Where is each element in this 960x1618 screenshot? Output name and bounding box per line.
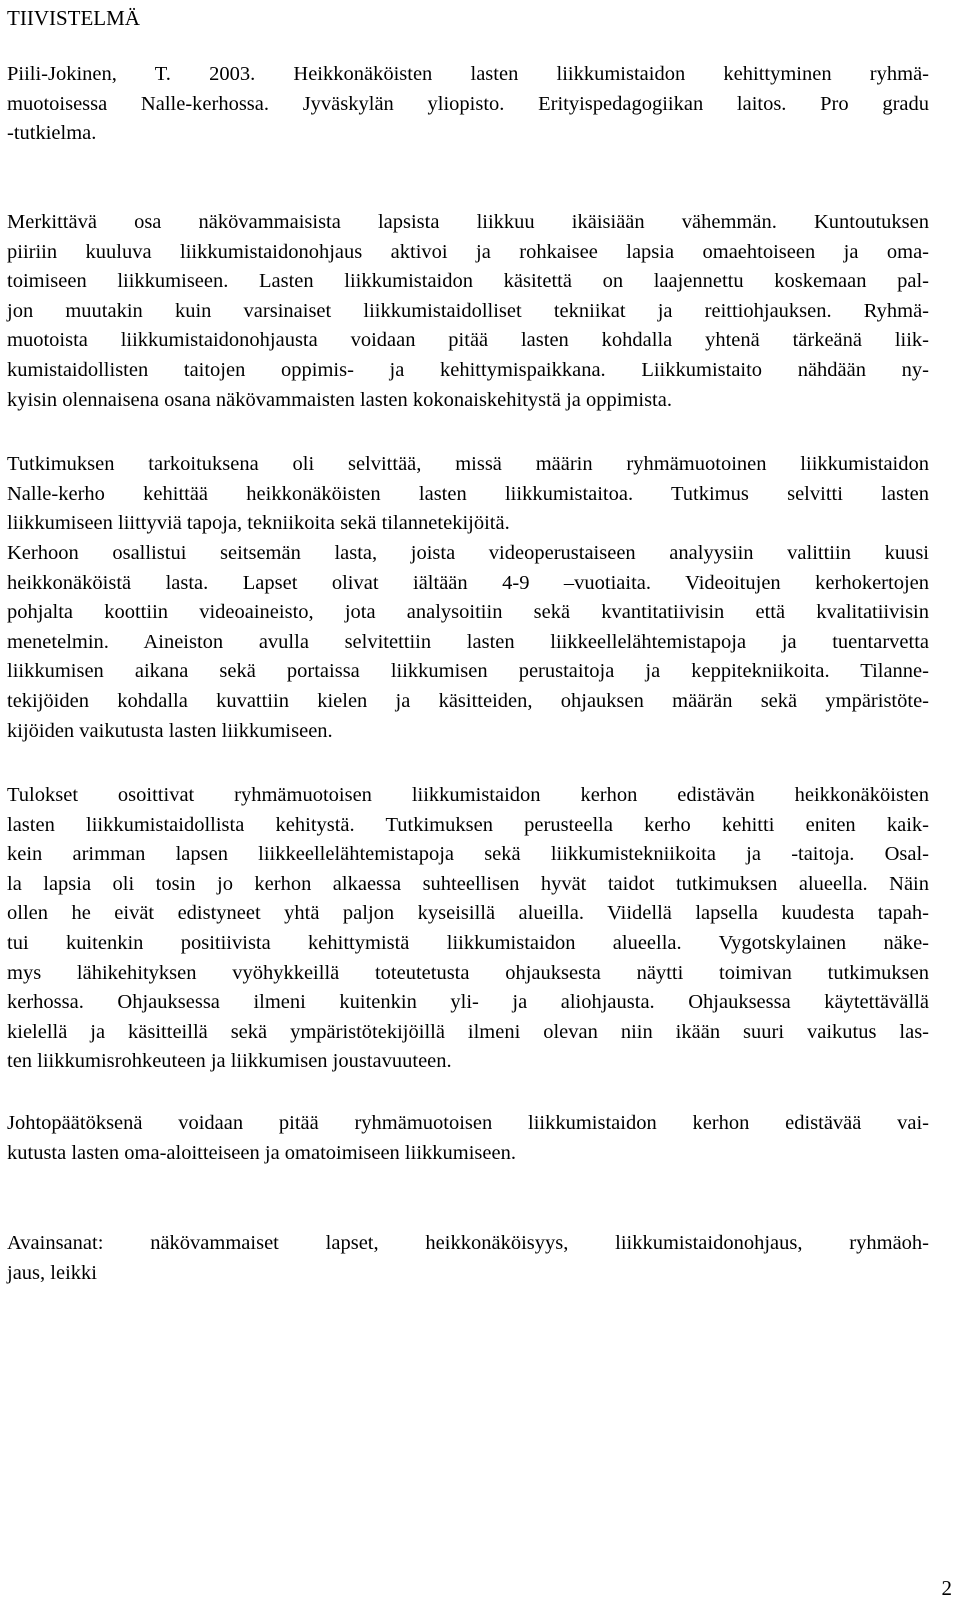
text-line: Merkittävä osa näkövammaisista lapsista liikkuu ikäisiään vähemmän. Kuntoutuksen (7, 211, 929, 233)
text-line: liikkumisen aikana sekä portaissa liikkumisen perustaitoja ja keppitekniikoita. Tilanne- (7, 660, 929, 683)
keywords-paragraph (7, 1229, 929, 1288)
text-line: Johtopäätöksenä voidaan pitää ryhmämuotoisen liikkumistaidon kerhon edistävää vai- (7, 1112, 929, 1134)
page-title: TIIVISTELMÄ (7, 6, 140, 30)
text-line: kijöiden vaikutusta lasten liikkumiseen. (7, 719, 333, 742)
text-line: Nalle-kerho kehittää heikkonäköisten lasten liikkumistaitoa. Tutkimus selvitti lasten (7, 482, 929, 505)
text-line: tui kuitenkin positiivista kehittymistä liikkumistaidon alueella. Vygotskylainen näke- (7, 931, 929, 954)
paragraph-4 (7, 781, 929, 1077)
text-line: kielellä ja käsitteillä sekä ympäristötekijöillä ilmeni olevan niin ikään suuri vaikutus las- (7, 1020, 929, 1043)
paragraph-1 (7, 208, 929, 415)
citation-line: Piili-Jokinen, T. 2003. Heikkonäköisten lasten liikkumistaidon kehittyminen ryhmä- (7, 63, 929, 85)
text-line: kerhossa. Ohjauksessa ilmeni kuitenkin yli- ja aliohjausta. Ohjauksessa käytettävällä (7, 991, 929, 1014)
text-line: piiriin kuuluva liikkumistaidonohjaus aktivoi ja rohkaisee lapsia omaehtoiseen ja oma- (7, 240, 929, 263)
text-line: heikkonäköistä lasta. Lapset olivat iältään 4-9 –vuotiaita. Videoitujen kerhokertojen (7, 571, 929, 594)
text-line: muotoista liikkumistaidonohjausta voidaan pitää lasten kohdalla yhtenä tärkeänä liik- (7, 329, 929, 352)
text-line: kein arimman lapsen liikkeellelähtemistapoja sekä liikkumistekniikoita ja -taitoja. Osal- (7, 843, 929, 866)
text-line: la lapsia oli tosin jo kerhon alkaessa suhteellisen hyvät taidot tutkimuksen alueella. Näin (7, 872, 929, 895)
text-line: jon muutakin kuin varsinaiset liikkumistaidolliset tekniikat ja reittiohjauksen. Ryhmä- (7, 299, 929, 322)
text-line: Tulokset osoittivat ryhmämuotoisen liikkumistaidon kerhon edistävän heikkonäköisten (7, 784, 929, 806)
text-line: kyisin olennaisena osana näkövammaisten lasten kokonaiskehitystä ja oppimista. (7, 388, 672, 411)
text-line: lasten liikkumistaidollista kehitystä. Tutkimuksen perusteella kerho kehitti eniten kaik- (7, 813, 929, 836)
citation-line: -tutkielma. (7, 122, 97, 145)
text-line: menetelmin. Aineiston avulla selvitettiin lasten liikkeellelähtemistapoja ja tuentarvetta (7, 630, 929, 653)
paragraph-2 (7, 450, 929, 539)
text-line: ten liikkumisrohkeuteen ja liikkumisen joustavuuteen. (7, 1050, 452, 1073)
text-line: Kerhoon osallistui seitsemän lasta, joista videoperustaiseen analyysiin valittiin kuusi (7, 542, 929, 564)
text-line: ollen he eivät edistyneet yhtä paljon kyseisillä alueilla. Viidellä lapsella kuudesta tapah- (7, 902, 929, 925)
text-line: pohjalta koottiin videoaineisto, jota analysoitiin sekä kvantitatiivisin että kvalitatiivisin (7, 601, 929, 624)
keywords-line: Avainsanat: näkövammaiset lapset, heikkonäköisyys, liikkumistaidonohjaus, ryhmäoh- (7, 1232, 929, 1254)
citation-line: muotoisessa Nalle-kerhossa. Jyväskylän yliopisto. Erityispedagogiikan laitos. Pro gradu (7, 92, 929, 115)
keywords-line: jaus, leikki (7, 1261, 97, 1284)
citation-paragraph (7, 60, 929, 149)
text-line: kutusta lasten oma-aloitteiseen ja omatoimiseen liikkumiseen. (7, 1141, 516, 1164)
text-line: liikkumiseen liittyviä tapoja, tekniikoita sekä tilannetekijöitä. (7, 512, 510, 535)
text-line: kumistaidollisten taitojen oppimis- ja kehittymispaikkana. Liikkumistaito nähdään ny- (7, 358, 929, 381)
page-number: 2 (941, 1576, 952, 1600)
paragraph-5 (7, 1109, 929, 1168)
text-line: toimiseen liikkumiseen. Lasten liikkumistaidon käsitettä on laajennettu koskemaan pal- (7, 270, 929, 293)
text-line: tekijöiden kohdalla kuvattiin kielen ja käsitteiden, ohjauksen määrän sekä ympäristöte- (7, 689, 929, 712)
text-line: mys lähikehityksen vyöhykkeillä toteutetusta ohjauksesta näytti toimivan tutkimuksen (7, 961, 929, 984)
paragraph-3 (7, 539, 929, 746)
text-line: Tutkimuksen tarkoituksena oli selvittää, missä määrin ryhmämuotoinen liikkumistaidon (7, 453, 929, 475)
